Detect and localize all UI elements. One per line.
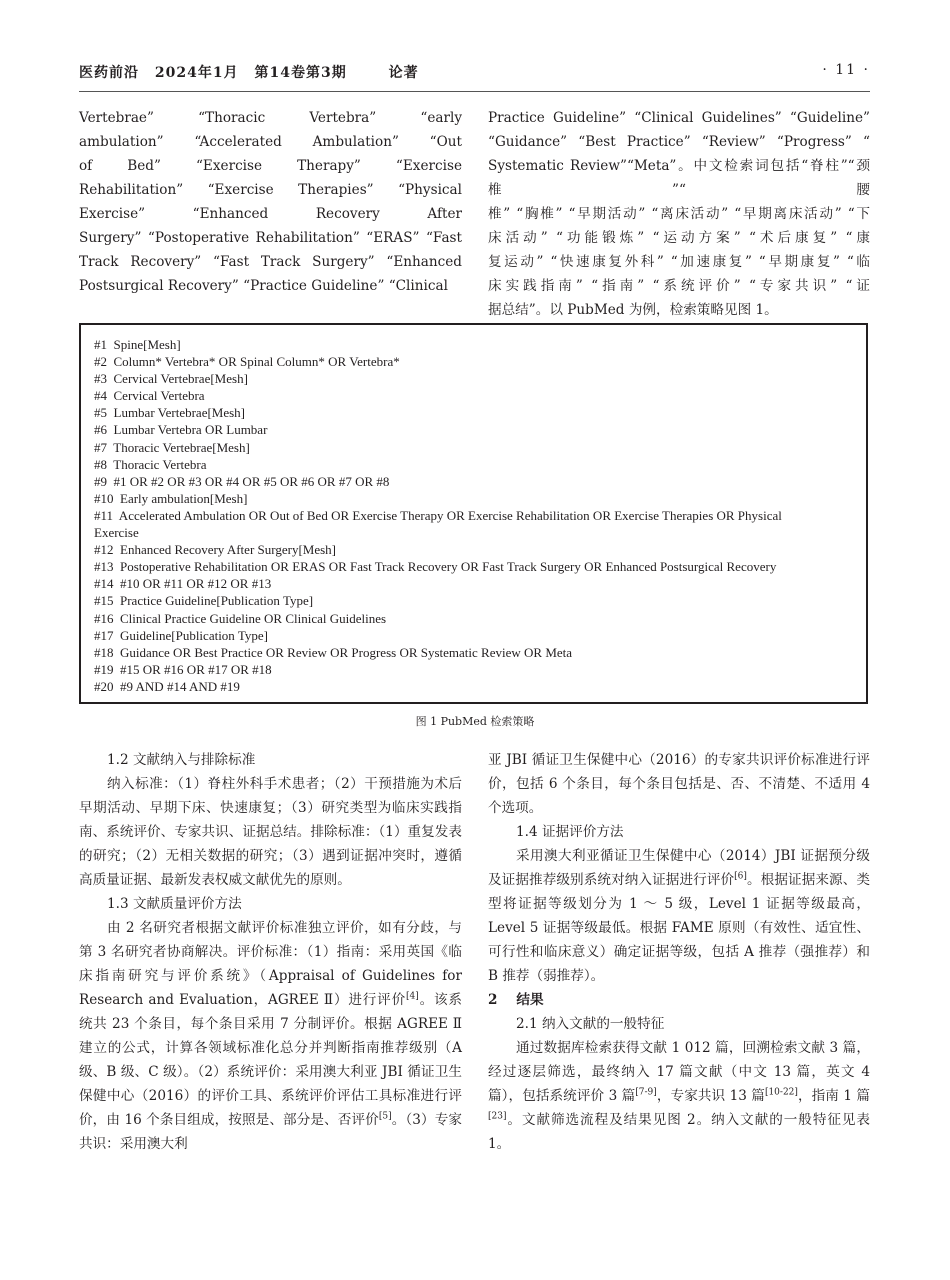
search-strategy-line: #7 Thoracic Vertebrae[Mesh] xyxy=(94,439,250,455)
search-strategy-line: #14 #10 OR #11 OR #12 OR #13 xyxy=(94,576,272,592)
search-strategy-line: #17 Guideline[Publication Type] xyxy=(94,627,268,643)
citation-ref: [7-9] xyxy=(635,1087,657,1098)
citation-ref: [5] xyxy=(378,1111,392,1122)
section-2-1-body: 通过数据库检索获得文献 1 012 篇，回溯检索文献 3 篇，经过逐层筛选，最终纳入 17 篇文献（中文 13 篇，英文 4 篇），包括系统评价 3 篇[7-9]，专家共识 13 篇[10-22]，指南 1 篇[23]。文献筛选流程及结果见图 2。纳入文献的一般特征见表 1。 xyxy=(488,1040,870,1152)
text-line: 床实践指南” “指南” “系统评价” “专家共识” “证 xyxy=(488,278,870,294)
text-line: Vertebrae” “Thoracic Vertebra” “early xyxy=(79,110,462,126)
text-line: of Bed” “Exercise Therapy” “Exercise xyxy=(79,158,462,174)
search-strategy-line: #16 Clinical Practice Guideline OR Clinical Guidelines xyxy=(94,610,387,626)
text-line: Surgery” “Postoperative Rehabilitation” “ERAS” “Fast xyxy=(79,230,462,246)
text-line: Practice Guideline” “Clinical Guidelines” “Guideline” xyxy=(488,110,870,126)
text-line: Postsurgical Recovery” “Practice Guideline” “Clinical xyxy=(79,278,448,294)
text-line: 床活动” “功能锻炼” “运动方案” “术后康复” “康 xyxy=(488,230,870,246)
section-1-2-body: 纳入标准：（1）脊柱外科手术患者；（2）干预措施为术后早期活动、早期下床、快速康复；（3）研究类型为临床实践指南、系统评价、专家共识、证据总结。排除标准：（1）重复发表的研究；（2）无相关数据的研究；（3）遇到证据冲突时，遵循高质量证据、最新发表权威文献优先的原则。 xyxy=(79,776,462,888)
section-1-4-title: 1.4 证据评价方法 xyxy=(516,824,624,840)
text-line: 椎” “胸椎” “早期活动” “离床活动” “早期离床活动” “下 xyxy=(488,206,870,222)
citation-ref: [10-22] xyxy=(764,1087,798,1098)
search-strategy-line: #5 Lumbar Vertebrae[Mesh] xyxy=(94,405,246,421)
search-strategy-figure xyxy=(79,323,868,704)
section-2-title: 2 结果 xyxy=(488,992,544,1008)
text-line: Rehabilitation” “Exercise Therapies” “Physical xyxy=(79,182,462,198)
journal-name: 医药前沿 xyxy=(79,65,139,81)
search-strategy-line: #15 Practice Guideline[Publication Type] xyxy=(94,593,314,609)
header-divider xyxy=(79,91,870,92)
volume-issue: 第14卷第3期 xyxy=(254,65,347,81)
issue-date: 2024年1月 xyxy=(154,65,239,81)
search-strategy-line: #20 #9 AND #14 AND #19 xyxy=(94,678,240,694)
top-left-column xyxy=(79,106,462,298)
bottom-left-column xyxy=(79,748,462,1156)
section-1-3-title: 1.3 文献质量评价方法 xyxy=(107,896,242,912)
figure-caption: 图 1 PubMed 检索策略 xyxy=(415,715,535,728)
search-strategy-line: #13 Postoperative Rehabilitation OR ERAS OR Fast Track Recovery OR Fast Track Surgery OR Enhanced Postsurgical Recovery xyxy=(94,559,777,575)
search-strategy-line: #1 Spine[Mesh] xyxy=(94,337,181,352)
search-strategy-line: #18 Guidance OR Best Practice OR Review OR Progress OR Systematic Review OR Meta xyxy=(94,644,573,660)
search-strategy-list xyxy=(94,336,854,695)
text-line: Exercise” “Enhanced Recovery After xyxy=(79,206,462,222)
search-strategy-line: Exercise xyxy=(94,525,139,541)
search-strategy-line: #10 Early ambulation[Mesh] xyxy=(94,490,248,506)
section-1-3-continued: 亚 JBI 循证卫生保健中心（2016）的专家共识评价标准进行评价，包括 6 个条目，每个条目包括是、否、不清楚、不适用 4 个选项。 xyxy=(488,752,870,816)
citation-ref: [4] xyxy=(406,991,419,1002)
bottom-right-column xyxy=(488,748,870,1156)
search-strategy-line: #4 Cervical Vertebra xyxy=(94,388,205,404)
section-2-1-title: 2.1 纳入文献的一般特征 xyxy=(516,1016,665,1032)
top-right-column xyxy=(488,106,870,322)
search-strategy-line: #12 Enhanced Recovery After Surgery[Mesh] xyxy=(94,542,336,558)
text-line: Track Recovery” “Fast Track Surgery” “Enhanced xyxy=(79,254,462,270)
article-type: 论著 xyxy=(388,65,419,81)
search-strategy-line: #8 Thoracic Vertebra xyxy=(94,456,207,472)
section-1-2-title: 1.2 文献纳入与排除标准 xyxy=(107,752,256,768)
search-strategy-line: #2 Column* Vertebra* OR Spinal Column* OR Vertebra* xyxy=(94,354,400,370)
text-line: Systematic Review”“Meta”。中文检索词包括“脊柱”“颈椎”“腰 xyxy=(488,158,870,198)
text-line: 据总结”。以 PubMed 为例，检索策略见图 1。 xyxy=(488,302,778,318)
text-line: ambulation” “Accelerated Ambulation” “Out xyxy=(79,134,462,150)
search-strategy-line: #3 Cervical Vertebrae[Mesh] xyxy=(94,371,248,387)
search-strategy-line: #9 #1 OR #2 OR #3 OR #4 OR #5 OR #6 OR #7 OR #8 xyxy=(94,473,390,489)
search-strategy-line: #11 Accelerated Ambulation OR Out of Bed OR Exercise Therapy OR Exercise Rehabilitation OR Exercise Therapies OR Physical xyxy=(94,507,782,523)
search-strategy-line: #6 Lumbar Vertebra OR Lumbar xyxy=(94,422,268,438)
text-line: 复运动” “快速康复外科” “加速康复” “早期康复” “临 xyxy=(488,254,870,270)
search-strategy-line: #19 #15 OR #16 OR #17 OR #18 xyxy=(94,661,272,677)
running-header xyxy=(79,62,870,84)
section-1-4-body: 采用澳大利亚循证卫生保健中心（2014）JBI 证据预分级及证据推荐级别系统对纳入证据进行评价[6]。根据证据来源、类型将证据等级划分为 1 ～ 5 级，Level 1 证据等级最高，Level 5 证据等级最低。根据 FAME 原则（有效性、适宜性、可行性和临床意义）确定证据等级，包括 A 推荐（强推荐）和 B 推荐（弱推荐）。 xyxy=(488,848,871,984)
citation-ref: [23] xyxy=(488,1111,507,1122)
page-number: · 11 · xyxy=(822,62,870,78)
citation-ref: [6] xyxy=(734,871,747,882)
section-1-3-body: 由 2 名研究者根据文献评价标准独立评价，如有分歧，与第 3 名研究者协商解决。评价标准：（1）指南：采用英国《临床指南研究与评价系统》（Appraisal of Guidelines for Research and Evaluation，AGREE Ⅱ）进行评价[4]。该系统共 23 个条目，每个条目采用 7 分制评价。根据 AGREE Ⅱ建立的公式，计算各领域标准化总分并判断指南推荐级别（A 级、B 级、C 级）。（2）系统评价：采用澳大利亚 JBI 循证卫生保健中心（2016）的评价工具、系统评价评估工具标准进行评价，由 16 个条目组成，按照是、部分是、否评价[5]。（3）专家共识：采用澳大利 xyxy=(79,920,462,1152)
text-line: “Guidance” “Best Practice” “Review” “Progress” “ xyxy=(488,134,870,150)
